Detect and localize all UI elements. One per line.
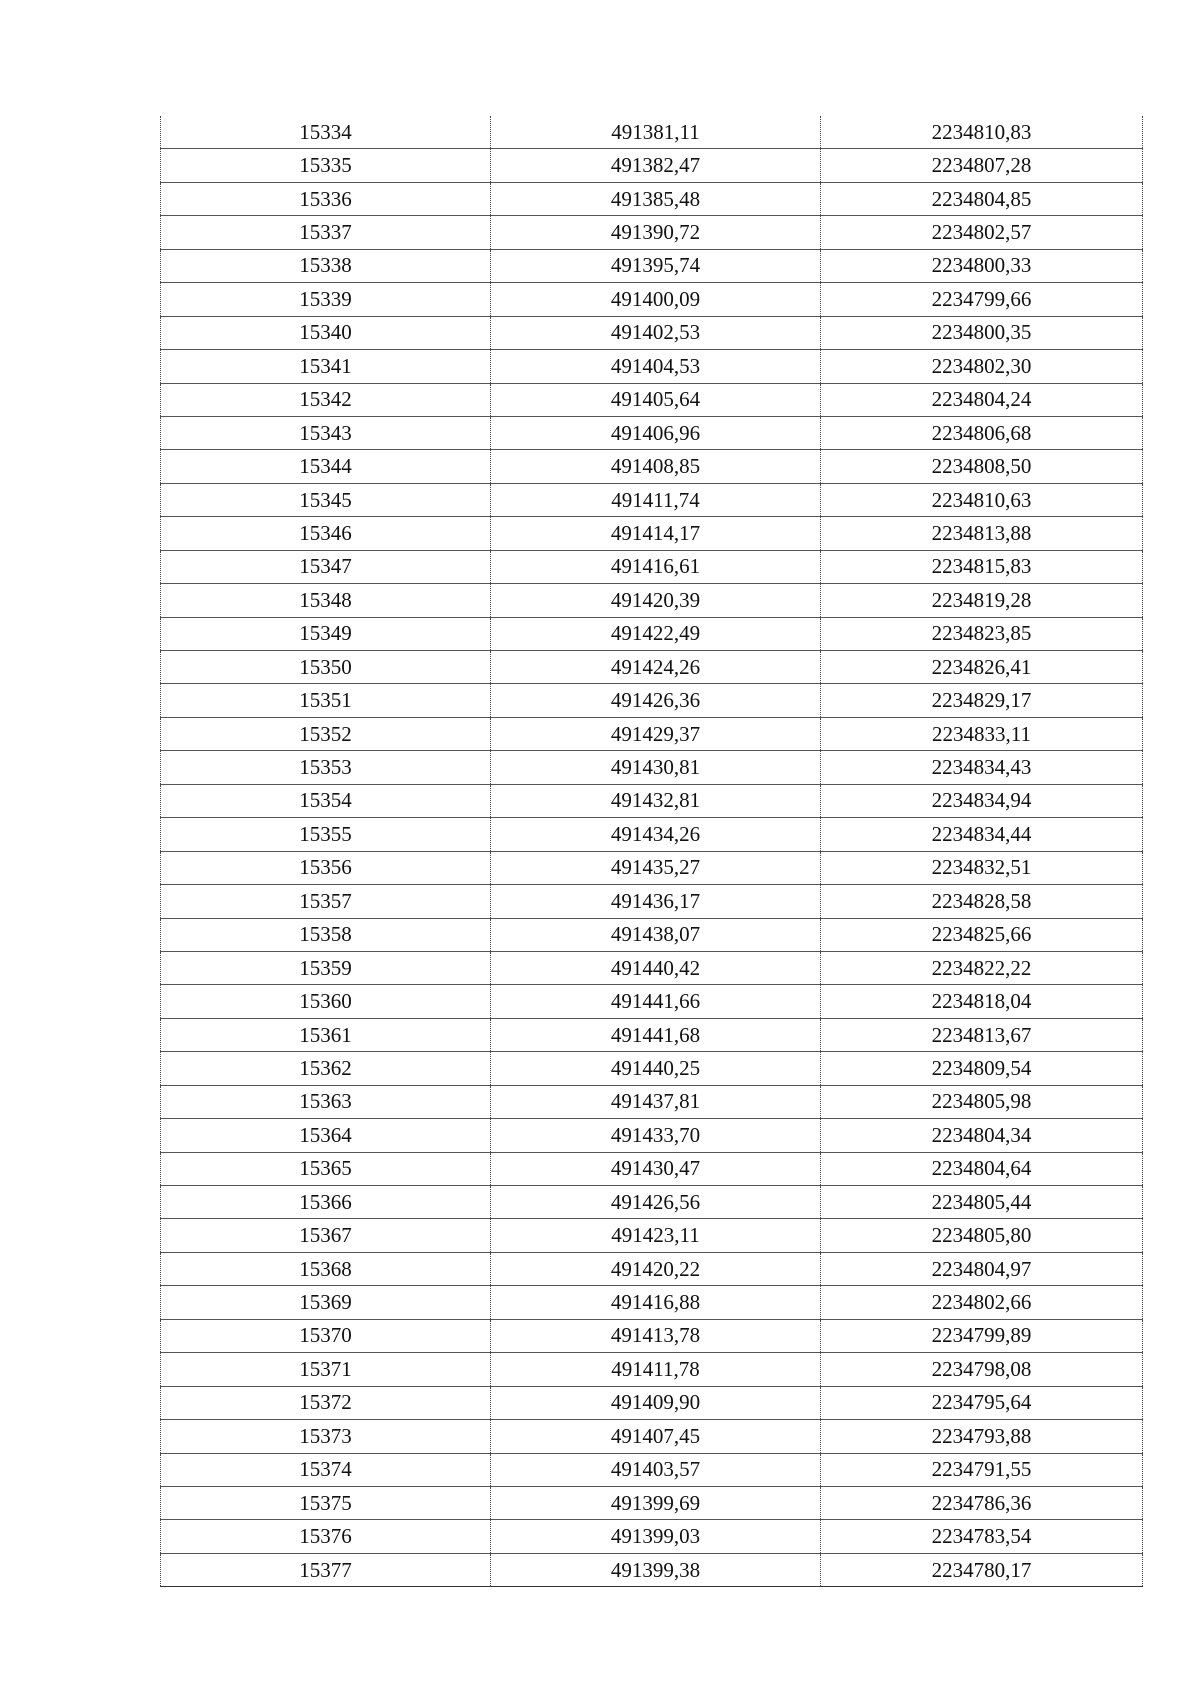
y-coordinate-cell: 2234809,54	[821, 1052, 1143, 1085]
x-coordinate-cell: 491405,64	[491, 383, 821, 416]
point-number-cell: 15336	[161, 182, 491, 215]
x-coordinate-cell: 491399,03	[491, 1520, 821, 1553]
y-coordinate-cell: 2234834,44	[821, 818, 1143, 851]
point-number-cell: 15359	[161, 951, 491, 984]
table-row	[161, 1353, 1143, 1386]
x-coordinate-cell: 491424,26	[491, 651, 821, 684]
x-coordinate-cell: 491381,11	[491, 116, 821, 149]
point-number-cell: 15354	[161, 784, 491, 817]
table-row	[161, 483, 1143, 516]
table-row	[161, 584, 1143, 617]
x-coordinate-cell: 491423,11	[491, 1219, 821, 1252]
y-coordinate-cell: 2234791,55	[821, 1453, 1143, 1486]
x-coordinate-cell: 491426,36	[491, 684, 821, 717]
y-coordinate-cell: 2234826,41	[821, 651, 1143, 684]
y-coordinate-cell: 2234813,88	[821, 517, 1143, 550]
y-coordinate-cell: 2234804,85	[821, 182, 1143, 215]
y-coordinate-cell: 2234829,17	[821, 684, 1143, 717]
x-coordinate-cell: 491432,81	[491, 784, 821, 817]
table-row	[161, 1420, 1143, 1453]
point-number-cell: 15370	[161, 1319, 491, 1352]
x-coordinate-cell: 491441,66	[491, 985, 821, 1018]
table-row	[161, 1119, 1143, 1152]
x-coordinate-cell: 491437,81	[491, 1085, 821, 1118]
point-number-cell: 15335	[161, 149, 491, 182]
y-coordinate-cell: 2234795,64	[821, 1386, 1143, 1419]
y-coordinate-cell: 2234808,50	[821, 450, 1143, 483]
point-number-cell: 15344	[161, 450, 491, 483]
table-row	[161, 751, 1143, 784]
x-coordinate-cell: 491435,27	[491, 851, 821, 884]
y-coordinate-cell: 2234810,63	[821, 483, 1143, 516]
y-coordinate-cell: 2234823,85	[821, 617, 1143, 650]
y-coordinate-cell: 2234780,17	[821, 1553, 1143, 1586]
point-number-cell: 15376	[161, 1520, 491, 1553]
point-number-cell: 15365	[161, 1152, 491, 1185]
point-number-cell: 15368	[161, 1252, 491, 1285]
table-row	[161, 316, 1143, 349]
y-coordinate-cell: 2234833,11	[821, 717, 1143, 750]
point-number-cell: 15352	[161, 717, 491, 750]
point-number-cell: 15357	[161, 885, 491, 918]
point-number-cell: 15341	[161, 350, 491, 383]
table-row	[161, 517, 1143, 550]
x-coordinate-cell: 491414,17	[491, 517, 821, 550]
point-number-cell: 15348	[161, 584, 491, 617]
table-row	[161, 1085, 1143, 1118]
y-coordinate-cell: 2234818,04	[821, 985, 1143, 1018]
x-coordinate-cell: 491441,68	[491, 1018, 821, 1051]
point-number-cell: 15366	[161, 1186, 491, 1219]
x-coordinate-cell: 491402,53	[491, 316, 821, 349]
point-number-cell: 15360	[161, 985, 491, 1018]
point-number-cell: 15345	[161, 483, 491, 516]
x-coordinate-cell: 491411,78	[491, 1353, 821, 1386]
y-coordinate-cell: 2234799,66	[821, 283, 1143, 316]
y-coordinate-cell: 2234815,83	[821, 550, 1143, 583]
table-row	[161, 1520, 1143, 1553]
point-number-cell: 15372	[161, 1386, 491, 1419]
point-number-cell: 15363	[161, 1085, 491, 1118]
table-row	[161, 651, 1143, 684]
point-number-cell: 15371	[161, 1353, 491, 1386]
table-row	[161, 1186, 1143, 1219]
x-coordinate-cell: 491416,61	[491, 550, 821, 583]
coordinates-table	[160, 116, 1143, 1587]
table-row	[161, 1152, 1143, 1185]
x-coordinate-cell: 491433,70	[491, 1119, 821, 1152]
y-coordinate-cell: 2234783,54	[821, 1520, 1143, 1553]
x-coordinate-cell: 491382,47	[491, 149, 821, 182]
y-coordinate-cell: 2234807,28	[821, 149, 1143, 182]
point-number-cell: 15349	[161, 617, 491, 650]
table-row	[161, 1286, 1143, 1319]
point-number-cell: 15364	[161, 1119, 491, 1152]
x-coordinate-cell: 491434,26	[491, 818, 821, 851]
x-coordinate-cell: 491408,85	[491, 450, 821, 483]
table-row	[161, 1319, 1143, 1352]
y-coordinate-cell: 2234822,22	[821, 951, 1143, 984]
table-row	[161, 116, 1143, 149]
x-coordinate-cell: 491399,38	[491, 1553, 821, 1586]
x-coordinate-cell: 491404,53	[491, 350, 821, 383]
point-number-cell: 15337	[161, 216, 491, 249]
table-row	[161, 182, 1143, 215]
y-coordinate-cell: 2234802,57	[821, 216, 1143, 249]
x-coordinate-cell: 491403,57	[491, 1453, 821, 1486]
point-number-cell: 15374	[161, 1453, 491, 1486]
x-coordinate-cell: 491426,56	[491, 1186, 821, 1219]
y-coordinate-cell: 2234802,30	[821, 350, 1143, 383]
point-number-cell: 15347	[161, 550, 491, 583]
x-coordinate-cell: 491440,25	[491, 1052, 821, 1085]
y-coordinate-cell: 2234804,64	[821, 1152, 1143, 1185]
point-number-cell: 15346	[161, 517, 491, 550]
point-number-cell: 15338	[161, 249, 491, 282]
table-row	[161, 249, 1143, 282]
table-row	[161, 283, 1143, 316]
table-row	[161, 985, 1143, 1018]
table-row	[161, 550, 1143, 583]
point-number-cell: 15334	[161, 116, 491, 149]
y-coordinate-cell: 2234805,98	[821, 1085, 1143, 1118]
y-coordinate-cell: 2234805,80	[821, 1219, 1143, 1252]
y-coordinate-cell: 2234832,51	[821, 851, 1143, 884]
table-row	[161, 149, 1143, 182]
y-coordinate-cell: 2234800,35	[821, 316, 1143, 349]
y-coordinate-cell: 2234825,66	[821, 918, 1143, 951]
x-coordinate-cell: 491407,45	[491, 1420, 821, 1453]
x-coordinate-cell: 491406,96	[491, 416, 821, 449]
x-coordinate-cell: 491440,42	[491, 951, 821, 984]
y-coordinate-cell: 2234819,28	[821, 584, 1143, 617]
y-coordinate-cell: 2234798,08	[821, 1353, 1143, 1386]
x-coordinate-cell: 491395,74	[491, 249, 821, 282]
point-number-cell: 15367	[161, 1219, 491, 1252]
point-number-cell: 15339	[161, 283, 491, 316]
y-coordinate-cell: 2234806,68	[821, 416, 1143, 449]
table-row	[161, 1386, 1143, 1419]
point-number-cell: 15377	[161, 1553, 491, 1586]
point-number-cell: 15353	[161, 751, 491, 784]
y-coordinate-cell: 2234804,97	[821, 1252, 1143, 1285]
table-row	[161, 1453, 1143, 1486]
y-coordinate-cell: 2234813,67	[821, 1018, 1143, 1051]
y-coordinate-cell: 2234804,24	[821, 383, 1143, 416]
table-row	[161, 216, 1143, 249]
y-coordinate-cell: 2234834,43	[821, 751, 1143, 784]
point-number-cell: 15342	[161, 383, 491, 416]
x-coordinate-cell: 491390,72	[491, 216, 821, 249]
table-row	[161, 1252, 1143, 1285]
y-coordinate-cell: 2234799,89	[821, 1319, 1143, 1352]
point-number-cell: 15340	[161, 316, 491, 349]
table-row	[161, 350, 1143, 383]
table-row	[161, 1553, 1143, 1586]
table-row	[161, 818, 1143, 851]
table-row	[161, 1486, 1143, 1519]
table-row	[161, 885, 1143, 918]
point-number-cell: 15356	[161, 851, 491, 884]
point-number-cell: 15362	[161, 1052, 491, 1085]
table-row	[161, 684, 1143, 717]
table-row	[161, 1052, 1143, 1085]
x-coordinate-cell: 491438,07	[491, 918, 821, 951]
y-coordinate-cell: 2234828,58	[821, 885, 1143, 918]
table-row	[161, 416, 1143, 449]
point-number-cell: 15375	[161, 1486, 491, 1519]
x-coordinate-cell: 491416,88	[491, 1286, 821, 1319]
y-coordinate-cell: 2234810,83	[821, 116, 1143, 149]
point-number-cell: 15350	[161, 651, 491, 684]
y-coordinate-cell: 2234802,66	[821, 1286, 1143, 1319]
table-row	[161, 383, 1143, 416]
x-coordinate-cell: 491420,22	[491, 1252, 821, 1285]
x-coordinate-cell: 491399,69	[491, 1486, 821, 1519]
x-coordinate-cell: 491430,81	[491, 751, 821, 784]
table-row	[161, 951, 1143, 984]
table-row	[161, 851, 1143, 884]
point-number-cell: 15343	[161, 416, 491, 449]
y-coordinate-cell: 2234800,33	[821, 249, 1143, 282]
point-number-cell: 15358	[161, 918, 491, 951]
x-coordinate-cell: 491422,49	[491, 617, 821, 650]
table-row	[161, 1018, 1143, 1051]
table-row	[161, 717, 1143, 750]
table-row	[161, 1219, 1143, 1252]
y-coordinate-cell: 2234805,44	[821, 1186, 1143, 1219]
x-coordinate-cell: 491411,74	[491, 483, 821, 516]
table-row	[161, 918, 1143, 951]
x-coordinate-cell: 491413,78	[491, 1319, 821, 1352]
y-coordinate-cell: 2234786,36	[821, 1486, 1143, 1519]
point-number-cell: 15351	[161, 684, 491, 717]
coordinates-table-body	[161, 116, 1143, 1587]
point-number-cell: 15373	[161, 1420, 491, 1453]
x-coordinate-cell: 491400,09	[491, 283, 821, 316]
y-coordinate-cell: 2234834,94	[821, 784, 1143, 817]
x-coordinate-cell: 491436,17	[491, 885, 821, 918]
x-coordinate-cell: 491430,47	[491, 1152, 821, 1185]
y-coordinate-cell: 2234804,34	[821, 1119, 1143, 1152]
x-coordinate-cell: 491409,90	[491, 1386, 821, 1419]
point-number-cell: 15355	[161, 818, 491, 851]
x-coordinate-cell: 491385,48	[491, 182, 821, 215]
x-coordinate-cell: 491429,37	[491, 717, 821, 750]
point-number-cell: 15369	[161, 1286, 491, 1319]
table-row	[161, 450, 1143, 483]
x-coordinate-cell: 491420,39	[491, 584, 821, 617]
y-coordinate-cell: 2234793,88	[821, 1420, 1143, 1453]
point-number-cell: 15361	[161, 1018, 491, 1051]
table-row	[161, 784, 1143, 817]
table-row	[161, 617, 1143, 650]
